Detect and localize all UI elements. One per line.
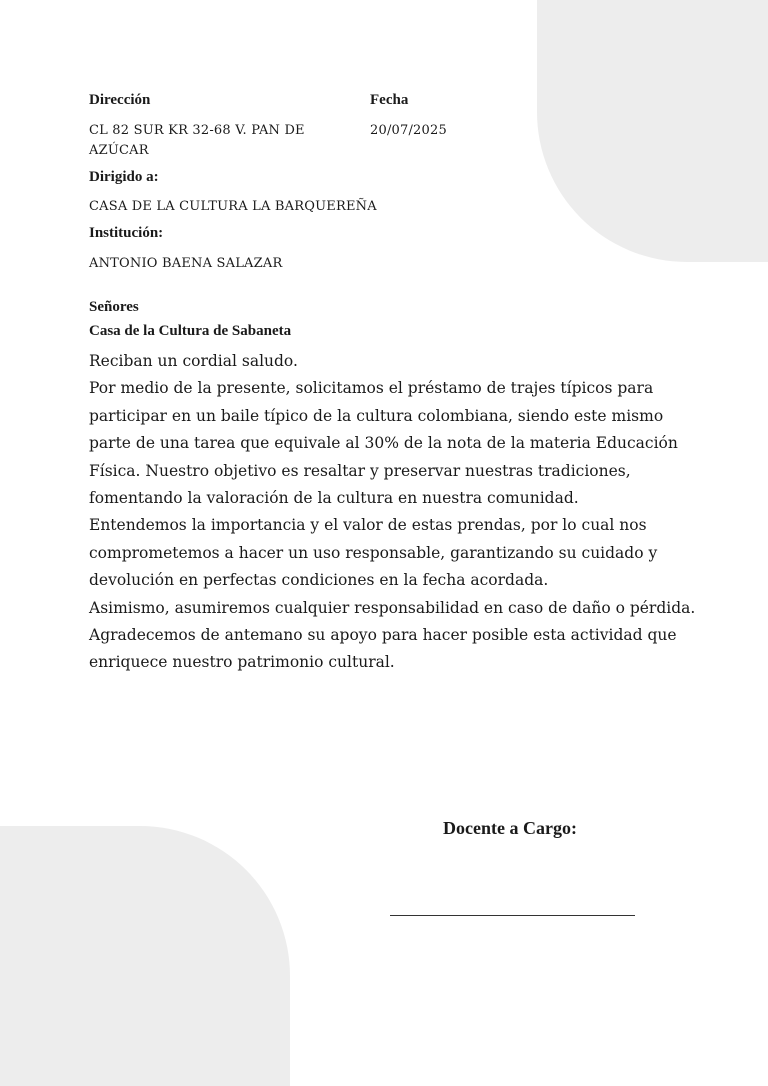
paragraph-commitment: Entendemos la importancia y el valor de estas prendas, por lo cual nos comprometemos a hacer un uso responsable, garantizando su cuidado y devolución en perfectas condiciones en la fecha acordada. [89, 516, 658, 590]
direccion-label: Dirección [89, 92, 151, 108]
fecha-label: Fecha [370, 92, 409, 108]
signature-label: Docente a Cargo: [443, 818, 577, 838]
dirigido-value: CASA DE LA CULTURA LA BARQUEREÑA [89, 199, 377, 214]
institucion-label: Institución: [89, 225, 164, 241]
letter-body [89, 348, 699, 677]
decorative-shape-top [537, 0, 768, 262]
paragraph-thanks: Agradecemos de antemano su apoyo para hacer posible esta actividad que enriquece nuestro patrimonio cultural. [89, 626, 677, 672]
signature-line [390, 915, 635, 916]
dirigido-label: Dirigido a: [89, 169, 159, 185]
decorative-shape-bottom [0, 826, 290, 1086]
greeting-line-1: Señores [89, 299, 139, 315]
paragraph-responsibility: Asimismo, asumiremos cualquier responsabilidad en caso de daño o pérdida. [89, 598, 696, 617]
direccion-value: CL 82 SUR KR 32-68 V. PAN DE AZÚCAR [89, 123, 305, 158]
greeting-line-2: Casa de la Cultura de Sabaneta [89, 323, 292, 339]
paragraph-request: Por medio de la presente, solicitamos el préstamo de trajes típicos para participar en un baile típico de la cultura colombiana, siendo este mismo parte de una tarea que equivale al 30% de la nota de la materia Educación Física. Nuestro objetivo es resaltar y preservar nuestras tradiciones, fomentando la valoración de la cultura en nuestra comunidad. [89, 379, 678, 508]
paragraph-salutation: Reciban un cordial saludo. [89, 352, 298, 370]
fecha-value: 20/07/2025 [370, 123, 447, 138]
institucion-value: ANTONIO BAENA SALAZAR [89, 256, 283, 271]
